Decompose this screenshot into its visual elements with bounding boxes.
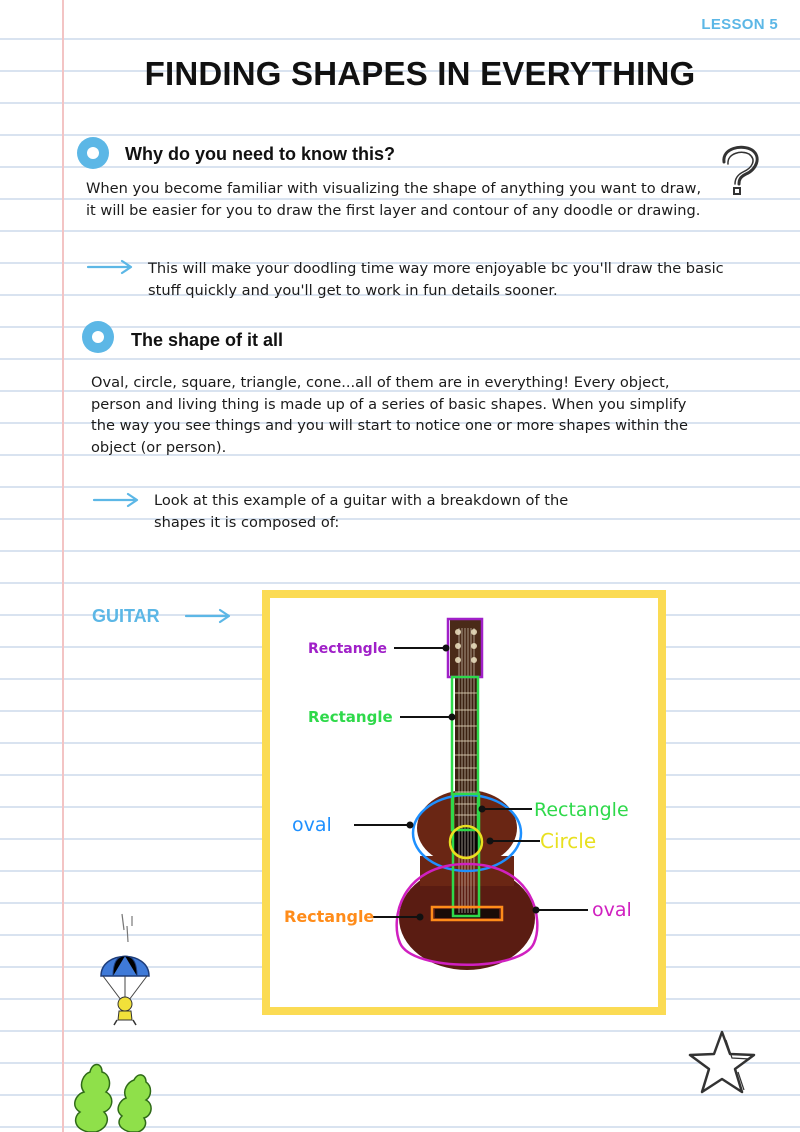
parachute-doodle (95, 912, 155, 1028)
annotation-headstock: Rectangle (308, 641, 387, 657)
annotation-bridge: Rectangle (284, 907, 375, 926)
arrow-right-icon (92, 492, 140, 508)
section-heading-shape: The shape of it all (131, 330, 284, 350)
guitar-diagram (270, 598, 658, 1007)
guitar-example-frame (262, 590, 666, 1015)
section-bullet-icon (82, 321, 114, 353)
tree-doodle (66, 1058, 162, 1132)
annotation-lower-body: oval (592, 899, 632, 921)
question-mark-icon (712, 142, 766, 202)
section2-note: Look at this example of a guitar with a breakdown of the shapes it is composed of: (154, 492, 569, 531)
section-heading-why: Why do you need to know this? (125, 144, 395, 164)
example-label: GUITAR (92, 606, 160, 626)
annotation-soundhole: Circle (540, 829, 597, 853)
notebook-margin-line (62, 0, 64, 1132)
section-bullet-icon (77, 137, 109, 169)
arrow-right-icon (86, 259, 134, 275)
annotation-fretboard: Rectangle (534, 799, 629, 821)
section1-body: When you become familiar with visualizing the shape of anything you want to draw, it will be easier for you to draw the first layer and contour of any doodle or drawing. (86, 180, 702, 219)
section1-note: This will make your doodling time way more enjoyable bc you'll draw the basic stuff quickly and you'll get to work in fun details sooner. (148, 260, 724, 299)
lesson-number: LESSON 5 (701, 16, 778, 33)
star-icon (686, 1028, 758, 1098)
section2-body: Oval, circle, square, triangle, cone...all of them are in everything! Every object, person and living thing is made up of a series of basic shapes. When you simplify the way you see things and you will start to notice one or more shapes within the object (or person). (91, 374, 688, 456)
annotation-upper-body: oval (292, 814, 332, 836)
annotation-neck: Rectangle (308, 708, 393, 726)
page-title: FINDING SHAPES IN EVERYTHING (144, 55, 696, 92)
arrow-right-icon (184, 608, 232, 624)
